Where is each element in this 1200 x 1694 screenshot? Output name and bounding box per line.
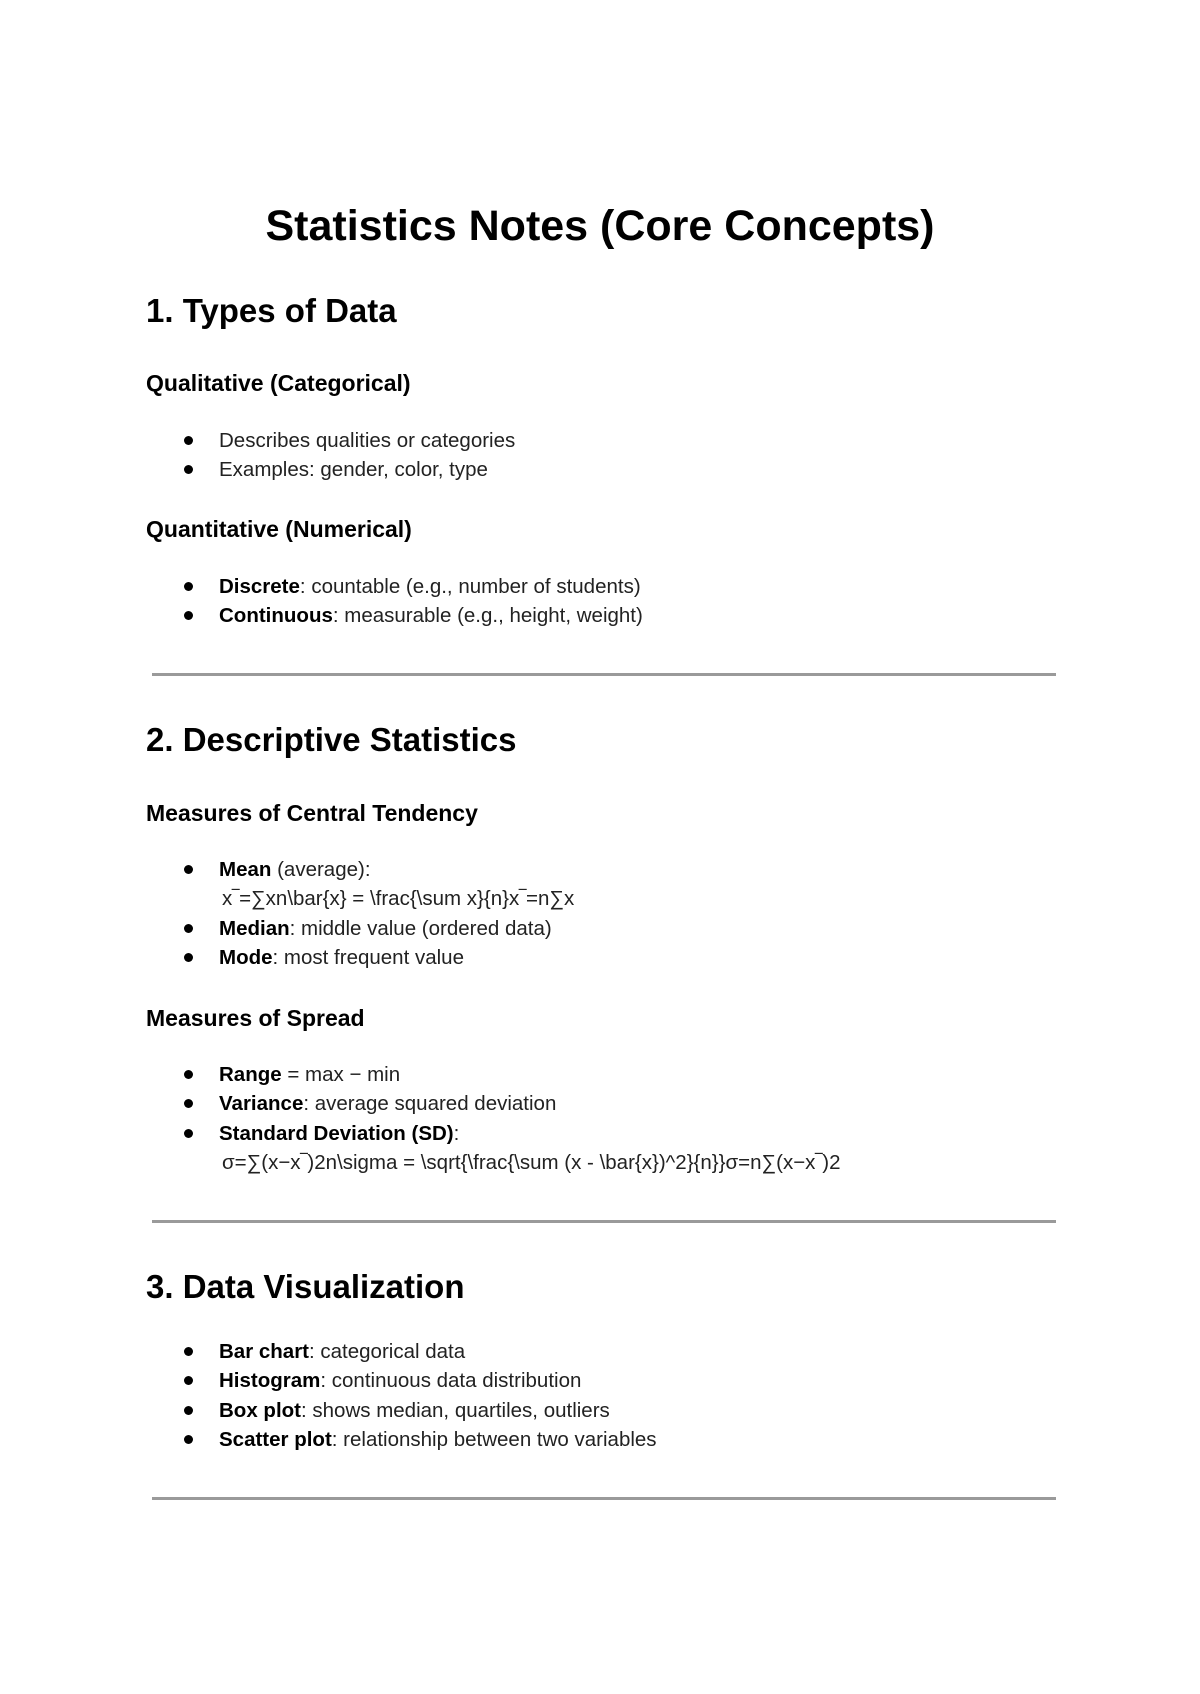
bullet-icon xyxy=(184,1129,193,1138)
sd-formula: σ=∑(x−x‾)2n\sigma = \sqrt{\frac{\sum (x - \bar{x})^2}{n}}σ=n∑(x−x‾)2 xyxy=(222,1150,841,1174)
item-term: Range xyxy=(219,1063,282,1086)
item-term: Bar chart xyxy=(219,1340,310,1363)
section-divider xyxy=(152,673,1056,676)
bullet-icon xyxy=(184,953,193,962)
central-tendency-list xyxy=(184,855,574,972)
section-heading-types-of-data: 1. Types of Data xyxy=(146,292,397,329)
list-item xyxy=(184,455,515,484)
item-term: Mean xyxy=(219,858,272,881)
list-item xyxy=(184,572,643,601)
section-heading-descriptive-statistics: 2. Descriptive Statistics xyxy=(146,721,517,758)
item-term: Mode xyxy=(219,945,273,969)
item-term: Continuous xyxy=(219,604,333,628)
bullet-icon xyxy=(184,465,193,474)
bullet-icon xyxy=(184,924,193,933)
mean-formula: x‾=∑xn\bar{x} = \frac{\sum x}{n}x‾=n∑x xyxy=(222,887,575,911)
item-term: Standard Deviation (SD) xyxy=(219,1121,454,1145)
item-text: : xyxy=(453,1121,460,1145)
item-text: Examples: gender, color, type xyxy=(219,458,488,482)
bullet-icon xyxy=(184,1435,193,1444)
item-term: Histogram xyxy=(219,1369,321,1393)
subsection-heading-qualitative: Qualitative (Categorical) xyxy=(146,370,411,396)
subsection-heading-spread: Measures of Spread xyxy=(146,1005,365,1031)
section-heading-data-visualization: 3. Data Visualization xyxy=(146,1268,465,1305)
list-item xyxy=(184,1396,657,1425)
item-text: Describes qualities or categories xyxy=(219,429,516,452)
spread-list xyxy=(184,1060,840,1177)
item-term: Scatter plot xyxy=(219,1427,332,1451)
item-text: : most frequent value xyxy=(272,945,464,969)
item-text: = max − min xyxy=(281,1063,401,1086)
item-text: : relationship between two variables xyxy=(331,1427,657,1451)
bullet-icon xyxy=(184,1070,193,1079)
visualization-list xyxy=(184,1337,657,1454)
list-item xyxy=(184,1060,840,1089)
item-text: : measurable (e.g., height, weight) xyxy=(332,604,643,628)
list-item xyxy=(184,1089,840,1118)
bullet-icon xyxy=(184,611,193,620)
list-item xyxy=(184,943,574,972)
item-text: : categorical data xyxy=(309,1340,466,1363)
bullet-icon xyxy=(184,1347,193,1356)
section-divider xyxy=(152,1220,1056,1223)
bullet-icon xyxy=(184,1376,193,1385)
bullet-icon xyxy=(184,582,193,591)
item-text: : countable (e.g., number of students) xyxy=(299,575,641,598)
list-item xyxy=(184,426,515,455)
document-title: Statistics Notes (Core Concepts) xyxy=(265,202,935,250)
item-text: : middle value (ordered data) xyxy=(289,916,552,940)
quantitative-list xyxy=(184,572,643,631)
item-text: (average): xyxy=(271,858,371,881)
item-text: : average squared deviation xyxy=(303,1092,557,1116)
section-divider xyxy=(152,1497,1056,1500)
list-item xyxy=(184,914,574,943)
formula-line xyxy=(184,1148,840,1177)
list-item xyxy=(184,601,643,630)
bullet-icon xyxy=(184,1099,193,1108)
bullet-icon xyxy=(184,865,193,874)
list-item xyxy=(184,1119,840,1148)
list-item xyxy=(184,855,574,884)
bullet-icon xyxy=(184,1406,193,1415)
qualitative-list xyxy=(184,426,515,485)
list-item xyxy=(184,1337,657,1366)
bullet-icon xyxy=(184,436,193,445)
subsection-heading-quantitative: Quantitative (Numerical) xyxy=(146,516,412,542)
list-item xyxy=(184,1366,657,1395)
item-term: Box plot xyxy=(219,1398,301,1422)
item-term: Variance xyxy=(219,1092,304,1116)
list-item xyxy=(184,1425,657,1454)
item-term: Median xyxy=(219,916,290,940)
item-text: : continuous data distribution xyxy=(320,1369,582,1393)
item-text: : shows median, quartiles, outliers xyxy=(301,1398,610,1422)
subsection-heading-central-tendency: Measures of Central Tendency xyxy=(146,800,478,826)
formula-line xyxy=(184,884,574,913)
item-term: Discrete xyxy=(219,575,300,598)
